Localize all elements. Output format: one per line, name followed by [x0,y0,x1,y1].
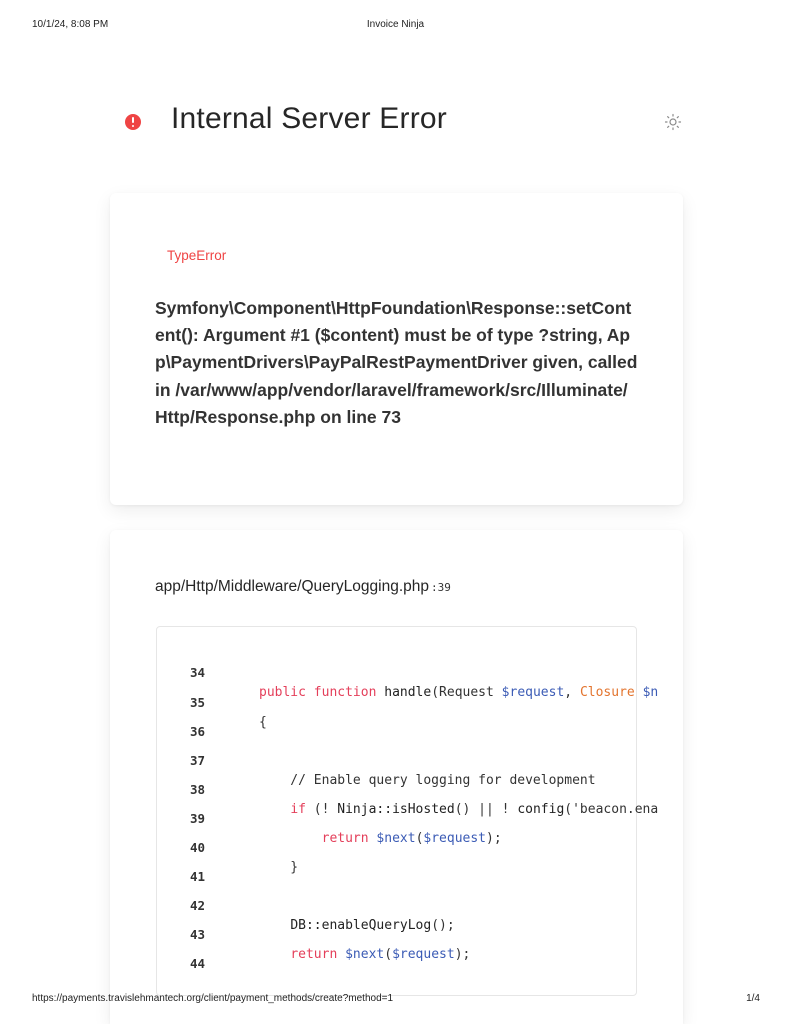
frame-line-number: :39 [431,581,451,594]
frame-file: app/Http/Middleware/QueryLogging.php [155,578,430,595]
sun-icon[interactable] [664,113,682,131]
code-line [157,847,636,884]
code-line [157,643,659,700]
line-number: 42 [190,898,206,913]
print-title: Invoice Ninja [366,19,425,30]
page-title: Internal Server Error [171,102,447,135]
frame-file-path[interactable] [155,578,451,596]
print-header [0,19,791,33]
line-code: { [259,715,267,730]
error-icon [125,114,141,130]
line-code: return $next($request); [321,831,502,846]
line-code: } [259,860,299,875]
line-number: 35 [190,695,206,710]
line-code: DB::enableQueryLog(); [290,918,455,933]
line-code: return $next($request); [290,947,471,962]
print-date: 10/1/24, 8:08 PM [32,19,109,30]
line-number: 38 [190,782,206,797]
stack-frame-card [110,530,683,1024]
exception-message: Symfony\Component\HttpFoundation\Response::setContent(): Argument #1 ($content) must be of type ?string, App\PaymentDrivers\PayPalRestPaymentDriver given, called in /var/www/app/vendor/laravel/framework/src/Illuminate/Http/Response.php on line 73 [155,298,638,427]
code-line [157,702,636,739]
line-number: 34 [190,665,206,680]
line-code: // Enable query logging for development [259,773,596,788]
line-code: public function handle(Request $request, Closure $n [259,685,659,700]
exception-class: TypeError [167,248,227,263]
error-header [110,100,683,144]
line-number: 43 [190,927,206,942]
code-line [157,731,636,788]
code-line [157,876,636,933]
print-footer [0,993,791,1007]
line-number: 36 [190,724,206,739]
print-page-number: 1/4 [746,993,760,1004]
line-number: 39 [190,811,206,826]
line-number: 40 [190,840,206,855]
line-number: 41 [190,869,206,884]
line-number: 37 [190,753,206,768]
code-snippet [156,626,659,996]
code-line [157,673,636,730]
line-code: if (! Ninja::isHosted() || ! config('beacon.ena [290,802,659,817]
exception-card [110,193,683,505]
line-number: 44 [190,956,206,971]
print-url: https://payments.travislehmantech.org/client/payment_methods/create?method=1 [32,993,394,1004]
